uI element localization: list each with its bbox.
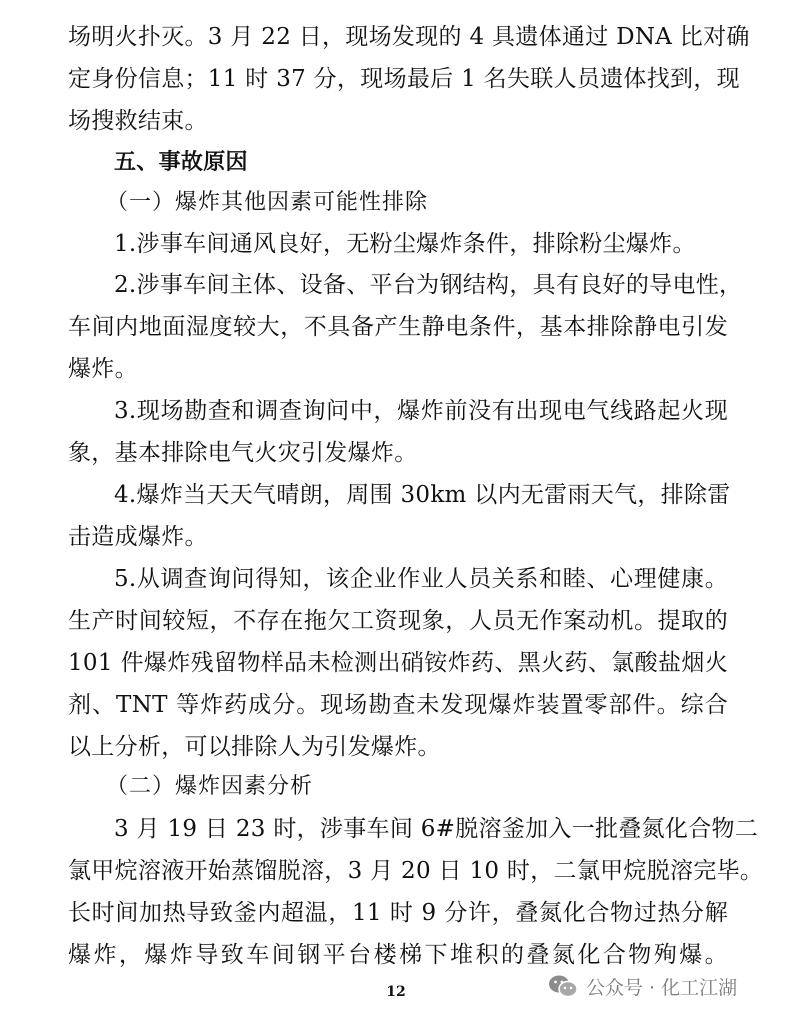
- text-line: 场明火扑灭。3 月 22 日，现场发现的 4 具遗体通过 DNA 比对确: [68, 24, 750, 50]
- text-line: 1.涉事车间通风良好，无粉尘爆炸条件，排除粉尘爆炸。: [114, 231, 696, 257]
- text-line: 爆炸，爆炸导致车间钢平台楼梯下堆积的叠氮化合物殉爆。: [68, 942, 728, 968]
- watermark-text: 公众号 · 化工江湖: [586, 976, 738, 999]
- text-line: 3.现场勘查和调查询问中，爆炸前没有出现电气线路起火现: [114, 398, 728, 424]
- text-line: 爆炸。: [68, 356, 138, 382]
- wechat-icon: [548, 973, 578, 999]
- text-line: 5.从调查询问得知，该企业作业人员关系和睦、心理健康。: [114, 566, 728, 592]
- text-line: 4.爆炸当天天气晴朗，周围 30km 以内无雷雨天气，排除雷: [114, 482, 731, 508]
- text-line: 以上分析，可以排除人为引发爆炸。: [68, 734, 441, 760]
- text-line: 象，基本排除电气火灾引发爆炸。: [68, 440, 418, 466]
- text-line: 长时间加热导致釜内超温，11 时 9 分许，叠氮化合物过热分解: [68, 900, 728, 926]
- page-number: 12: [386, 984, 406, 1000]
- subsection-heading: （一）爆炸其他因素可能性排除: [106, 190, 429, 215]
- text-line: 场搜救结束。: [68, 108, 208, 134]
- text-line: 氯甲烷溶液开始蒸馏脱溶，3 月 20 日 10 时，二氯甲烷脱溶完毕。: [68, 858, 764, 884]
- text-line: 定身份信息；11 时 37 分，现场最后 1 名失联人员遗体找到，现: [68, 66, 740, 92]
- section-heading: 五、事故原因: [114, 150, 248, 175]
- text-line: 车间内地面湿度较大，不具备产生静电条件，基本排除静电引发: [68, 314, 728, 340]
- watermark: [548, 970, 778, 1002]
- text-line: 剂、TNT 等炸药成分。现场勘查未发现爆炸装置零部件。综合: [68, 692, 728, 718]
- subsection-heading: （二）爆炸因素分析: [106, 774, 314, 799]
- text-line: 生产时间较短，不存在拖欠工资现象，人员无作案动机。提取的: [68, 608, 728, 634]
- text-line: 击造成爆炸。: [68, 524, 208, 550]
- text-line: 101 件爆炸残留物样品未检测出硝铵炸药、黑火药、氯酸盐烟火: [68, 650, 728, 676]
- text-line: 3 月 19 日 23 时，涉事车间 6#脱溶釜加入一批叠氮化合物二: [114, 816, 759, 842]
- text-line: 2.涉事车间主体、设备、平台为钢结构，具有良好的导电性，: [114, 272, 743, 298]
